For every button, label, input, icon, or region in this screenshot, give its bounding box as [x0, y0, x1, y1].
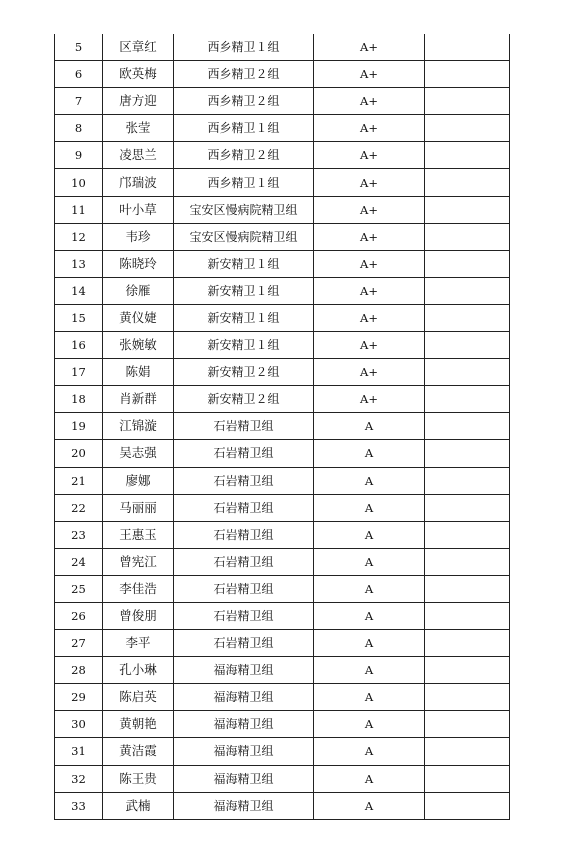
grade-value: A+ — [314, 277, 425, 304]
row-number: 19 — [55, 413, 103, 440]
person-name: 江锦漩 — [103, 413, 174, 440]
unit-name: 宝安区慢病院精卫组 — [174, 223, 314, 250]
grade-value: A+ — [314, 359, 425, 386]
remark-cell — [425, 169, 510, 196]
remark-cell — [425, 575, 510, 602]
unit-name: 西乡精卫２组 — [174, 88, 314, 115]
grade-value: A — [314, 765, 425, 792]
remark-cell — [425, 115, 510, 142]
table-row — [55, 602, 510, 629]
grade-value: A+ — [314, 196, 425, 223]
grade-value: A — [314, 521, 425, 548]
remark-cell — [425, 250, 510, 277]
row-number: 30 — [55, 711, 103, 738]
table-row — [55, 711, 510, 738]
table-row — [55, 304, 510, 331]
row-number: 33 — [55, 792, 103, 819]
table-row — [55, 657, 510, 684]
person-name: 张莹 — [103, 115, 174, 142]
remark-cell — [425, 440, 510, 467]
remark-cell — [425, 602, 510, 629]
remark-cell — [425, 521, 510, 548]
person-name: 黄仪婕 — [103, 304, 174, 331]
person-name: 张婉敏 — [103, 332, 174, 359]
person-name: 吴志强 — [103, 440, 174, 467]
row-number: 11 — [55, 196, 103, 223]
unit-name: 新安精卫１组 — [174, 277, 314, 304]
unit-name: 福海精卫组 — [174, 738, 314, 765]
person-name: 邝瑞波 — [103, 169, 174, 196]
unit-name: 西乡精卫２组 — [174, 142, 314, 169]
remark-cell — [425, 359, 510, 386]
unit-name: 福海精卫组 — [174, 765, 314, 792]
unit-name: 西乡精卫１组 — [174, 169, 314, 196]
person-name: 陈娟 — [103, 359, 174, 386]
row-number: 22 — [55, 494, 103, 521]
person-name: 马丽丽 — [103, 494, 174, 521]
grade-value: A — [314, 738, 425, 765]
grade-value: A+ — [314, 223, 425, 250]
unit-name: 福海精卫组 — [174, 684, 314, 711]
row-number: 5 — [55, 34, 103, 61]
unit-name: 西乡精卫１组 — [174, 115, 314, 142]
table-row — [55, 115, 510, 142]
table-row — [55, 250, 510, 277]
remark-cell — [425, 196, 510, 223]
remark-cell — [425, 34, 510, 61]
table-body — [55, 34, 510, 819]
unit-name: 石岩精卫组 — [174, 494, 314, 521]
unit-name: 宝安区慢病院精卫组 — [174, 196, 314, 223]
row-number: 31 — [55, 738, 103, 765]
table-row — [55, 630, 510, 657]
table-row — [55, 61, 510, 88]
person-name: 唐方迎 — [103, 88, 174, 115]
person-name: 凌思兰 — [103, 142, 174, 169]
grade-value: A+ — [314, 169, 425, 196]
row-number: 26 — [55, 602, 103, 629]
grade-value: A — [314, 602, 425, 629]
remark-cell — [425, 142, 510, 169]
person-name: 李佳浩 — [103, 575, 174, 602]
table-row — [55, 765, 510, 792]
table-row — [55, 548, 510, 575]
table-row — [55, 169, 510, 196]
remark-cell — [425, 61, 510, 88]
remark-cell — [425, 738, 510, 765]
grade-value: A+ — [314, 304, 425, 331]
row-number: 15 — [55, 304, 103, 331]
unit-name: 石岩精卫组 — [174, 575, 314, 602]
row-number: 27 — [55, 630, 103, 657]
personnel-grade-table — [54, 34, 510, 820]
unit-name: 石岩精卫组 — [174, 413, 314, 440]
table-row — [55, 494, 510, 521]
remark-cell — [425, 332, 510, 359]
person-name: 区章红 — [103, 34, 174, 61]
row-number: 6 — [55, 61, 103, 88]
unit-name: 新安精卫１组 — [174, 304, 314, 331]
remark-cell — [425, 494, 510, 521]
table-row — [55, 413, 510, 440]
unit-name: 石岩精卫组 — [174, 440, 314, 467]
unit-name: 西乡精卫２组 — [174, 61, 314, 88]
row-number: 7 — [55, 88, 103, 115]
unit-name: 福海精卫组 — [174, 711, 314, 738]
grade-value: A — [314, 684, 425, 711]
table-row — [55, 440, 510, 467]
remark-cell — [425, 711, 510, 738]
person-name: 叶小草 — [103, 196, 174, 223]
grade-value: A+ — [314, 142, 425, 169]
row-number: 9 — [55, 142, 103, 169]
row-number: 21 — [55, 467, 103, 494]
row-number: 25 — [55, 575, 103, 602]
row-number: 20 — [55, 440, 103, 467]
remark-cell — [425, 792, 510, 819]
row-number: 29 — [55, 684, 103, 711]
grade-value: A — [314, 792, 425, 819]
person-name: 曾宪江 — [103, 548, 174, 575]
row-number: 18 — [55, 386, 103, 413]
table-row — [55, 88, 510, 115]
unit-name: 福海精卫组 — [174, 792, 314, 819]
grade-value: A+ — [314, 115, 425, 142]
table-row — [55, 277, 510, 304]
person-name: 曾俊朋 — [103, 602, 174, 629]
person-name: 陈王贵 — [103, 765, 174, 792]
remark-cell — [425, 467, 510, 494]
remark-cell — [425, 657, 510, 684]
table-row — [55, 467, 510, 494]
table-row — [55, 196, 510, 223]
unit-name: 西乡精卫１组 — [174, 34, 314, 61]
unit-name: 石岩精卫组 — [174, 548, 314, 575]
table-row — [55, 521, 510, 548]
grade-value: A — [314, 548, 425, 575]
unit-name: 石岩精卫组 — [174, 630, 314, 657]
table-row — [55, 575, 510, 602]
table-row — [55, 142, 510, 169]
remark-cell — [425, 548, 510, 575]
remark-cell — [425, 765, 510, 792]
grade-value: A — [314, 657, 425, 684]
grade-value: A — [314, 630, 425, 657]
table-row — [55, 386, 510, 413]
person-name: 陈晓玲 — [103, 250, 174, 277]
row-number: 8 — [55, 115, 103, 142]
table-row — [55, 359, 510, 386]
grade-value: A — [314, 440, 425, 467]
person-name: 王惠玉 — [103, 521, 174, 548]
grade-value: A+ — [314, 88, 425, 115]
remark-cell — [425, 386, 510, 413]
person-name: 李平 — [103, 630, 174, 657]
person-name: 黄洁霞 — [103, 738, 174, 765]
grade-value: A+ — [314, 61, 425, 88]
grade-value: A+ — [314, 386, 425, 413]
grade-value: A — [314, 575, 425, 602]
person-name: 韦珍 — [103, 223, 174, 250]
row-number: 10 — [55, 169, 103, 196]
unit-name: 石岩精卫组 — [174, 602, 314, 629]
grade-value: A+ — [314, 250, 425, 277]
table-row — [55, 223, 510, 250]
person-name: 孔小琳 — [103, 657, 174, 684]
row-number: 13 — [55, 250, 103, 277]
remark-cell — [425, 223, 510, 250]
person-name: 黄朝艳 — [103, 711, 174, 738]
remark-cell — [425, 304, 510, 331]
person-name: 廖娜 — [103, 467, 174, 494]
row-number: 24 — [55, 548, 103, 575]
row-number: 23 — [55, 521, 103, 548]
person-name: 欧英梅 — [103, 61, 174, 88]
remark-cell — [425, 413, 510, 440]
row-number: 14 — [55, 277, 103, 304]
grade-value: A — [314, 711, 425, 738]
person-name: 徐雁 — [103, 277, 174, 304]
table-row — [55, 684, 510, 711]
table-row — [55, 738, 510, 765]
unit-name: 石岩精卫组 — [174, 521, 314, 548]
person-name: 武楠 — [103, 792, 174, 819]
grade-value: A — [314, 494, 425, 521]
person-name: 肖新群 — [103, 386, 174, 413]
unit-name: 新安精卫１组 — [174, 250, 314, 277]
unit-name: 新安精卫１组 — [174, 332, 314, 359]
remark-cell — [425, 88, 510, 115]
grade-value: A+ — [314, 332, 425, 359]
grade-value: A — [314, 467, 425, 494]
unit-name: 新安精卫２组 — [174, 359, 314, 386]
grade-value: A+ — [314, 34, 425, 61]
row-number: 17 — [55, 359, 103, 386]
row-number: 16 — [55, 332, 103, 359]
grade-value: A — [314, 413, 425, 440]
unit-name: 福海精卫组 — [174, 657, 314, 684]
row-number: 12 — [55, 223, 103, 250]
table-row — [55, 332, 510, 359]
person-name: 陈启英 — [103, 684, 174, 711]
unit-name: 石岩精卫组 — [174, 467, 314, 494]
remark-cell — [425, 630, 510, 657]
row-number: 28 — [55, 657, 103, 684]
table-row — [55, 792, 510, 819]
remark-cell — [425, 684, 510, 711]
table-row — [55, 34, 510, 61]
unit-name: 新安精卫２组 — [174, 386, 314, 413]
remark-cell — [425, 277, 510, 304]
row-number: 32 — [55, 765, 103, 792]
